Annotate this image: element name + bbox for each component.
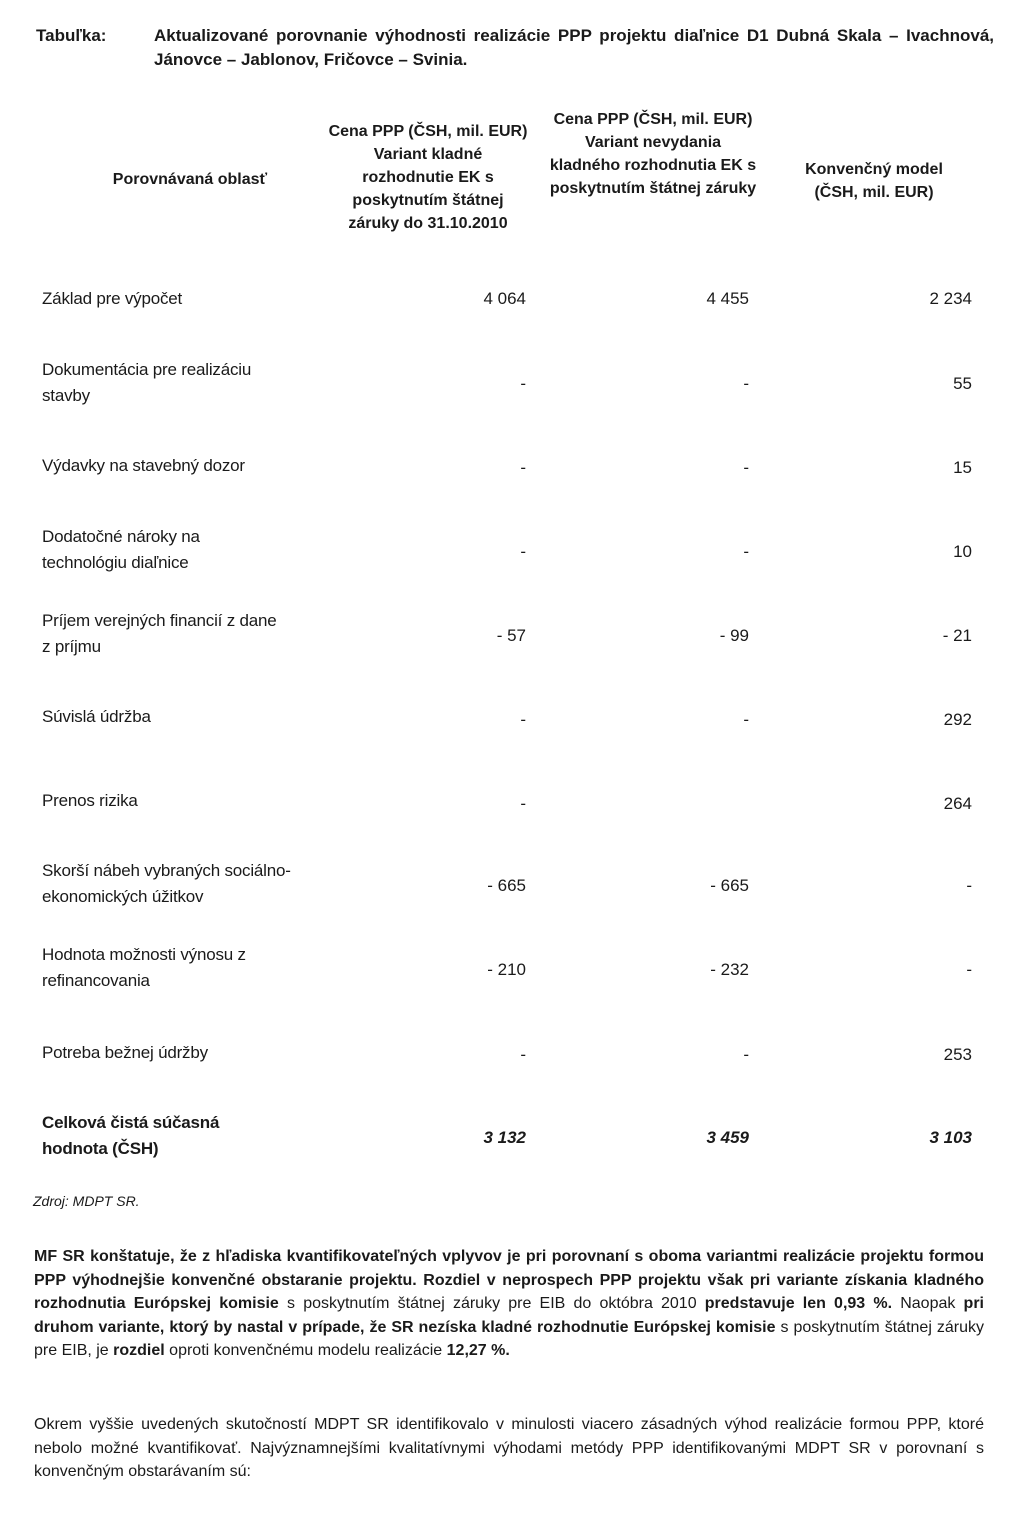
row-label: Príjem verejných financií z dane z príjmu [42,611,277,656]
row-value-col2: - 99 [719,626,749,645]
row-value-col1: - [520,374,526,393]
row-value-col2: - [743,458,749,477]
row-label: Súvislá údržba [42,707,151,726]
row-label: Dodatočné nároky na technológiu diaľnice [42,527,200,572]
row-label: Základ pre výpočet [42,289,183,308]
row-value-col2: - [743,710,749,729]
row-value-col1: - [520,458,526,477]
row-value-col1: - 57 [496,626,526,645]
row-label: Výdavky na stavebný dozor [42,456,245,475]
total-value-col3: 3 103 [929,1128,972,1147]
row-value-col1: - 210 [487,960,526,979]
row-label: Potreba bežnej údržby [42,1043,208,1062]
row-label: Dokumentácia pre realizáciu stavby [42,360,252,405]
row-value-col1: - [520,1045,526,1064]
header-col1: Cena PPP (ČSH, mil. EUR) Variant kladné rozhodnutie EK s poskytnutím štátnej záruky do 31.10.2010 [328,123,528,232]
source-note: Zdroj: MDPT SR. [33,1193,140,1209]
para1-bold-1: MF SR konštatuje, že z hľadiska kvantifikovateľných vplyvov je pri porovnaní s oboma variantmi realizácie projektu formou PPP výhodnejšie konvenčné obstaranie projektu. Rozdiel v neprospech PPP projektu však pri variante získania kladného rozhodnutia Európskej komisie [34,1248,984,1312]
row-value-col3: - [966,876,972,895]
para1-bold-4: rozdiel [113,1342,165,1359]
row-value-col1: - 665 [487,876,526,895]
conclusion-paragraph [34,1245,984,1363]
advantages-paragraph: Okrem vyššie uvedených skutočností MDPT SR identifikovalo v minulosti viacero zásadných výhod realizácie formou PPP, ktoré nebolo možné kvantifikovať. Najvýznamnejšími kvalitatívnymi výhodami metódy PPP identifikovanými MDPT SR v porovnaní s konvenčným obstarávaním sú: [34,1416,984,1480]
row-value-col3: 253 [943,1045,972,1064]
para1-text-2: Naopak [892,1295,964,1312]
row-value-col2: - [743,1045,749,1064]
row-value-col2: - [743,374,749,393]
para1-text-1: s poskytnutím štátnej záruky pre EIB do októbra 2010 [278,1295,705,1312]
caption-label: Tabuľka: [36,26,107,45]
row-value-col3: 2 234 [929,289,972,308]
total-value-col2: 3 459 [706,1128,749,1147]
header-area: Porovnávaná oblasť [112,171,268,188]
row-value-col3: - 21 [942,626,972,645]
para1-bold-5: 12,27 %. [446,1342,510,1359]
row-value-col1: 4 064 [483,289,526,308]
row-label: Skorší nábeh vybraných sociálno-ekonomických úžitkov [42,861,291,906]
row-value-col2: 4 455 [706,289,749,308]
row-value-col3: - [966,960,972,979]
row-value-col2: - 232 [710,960,749,979]
row-value-col1: - [520,794,526,813]
row-value-col3: 264 [943,794,972,813]
row-value-col2: - [743,542,749,561]
row-value-col3: 55 [953,374,972,393]
total-value-col1: 3 132 [483,1128,526,1147]
row-value-col1: - [520,542,526,561]
row-label: Hodnota možnosti výnosu z refinancovania [42,945,246,990]
caption-text: Aktualizované porovnanie výhodnosti realizácie PPP projektu diaľnice D1 Dubná Skala – Ivachnová, Jánovce – Jablonov, Fričovce – Svinia. [154,26,994,69]
para1-text-4: oproti konvenčnému modelu realizácie [164,1342,447,1359]
row-value-col3: 15 [953,458,972,477]
row-value-col1: - [520,710,526,729]
row-value-col3: 292 [943,710,972,729]
total-row-label: Celková čistá súčasná hodnota (ČSH) [42,1113,220,1158]
para1-bold-2: predstavuje len 0,93 %. [704,1295,893,1312]
header-col2: Cena PPP (ČSH, mil. EUR) Variant nevydania kladného rozhodnutia EK s poskytnutím štátnej záruky [549,111,757,197]
header-col3: Konvenčný model (ČSH, mil. EUR) [805,161,943,201]
row-value-col2: - 665 [710,876,749,895]
row-value-col3: 10 [953,542,972,561]
para1-bold-3: pri druhom variante, ktorý by nastal v prípade, že SR nezíska kladné rozhodnutie Európskej komisie [34,1295,984,1336]
row-label: Prenos rizika [42,791,138,810]
para1-text-3: s poskytnutím štátnej záruky pre EIB, je [34,1318,984,1359]
